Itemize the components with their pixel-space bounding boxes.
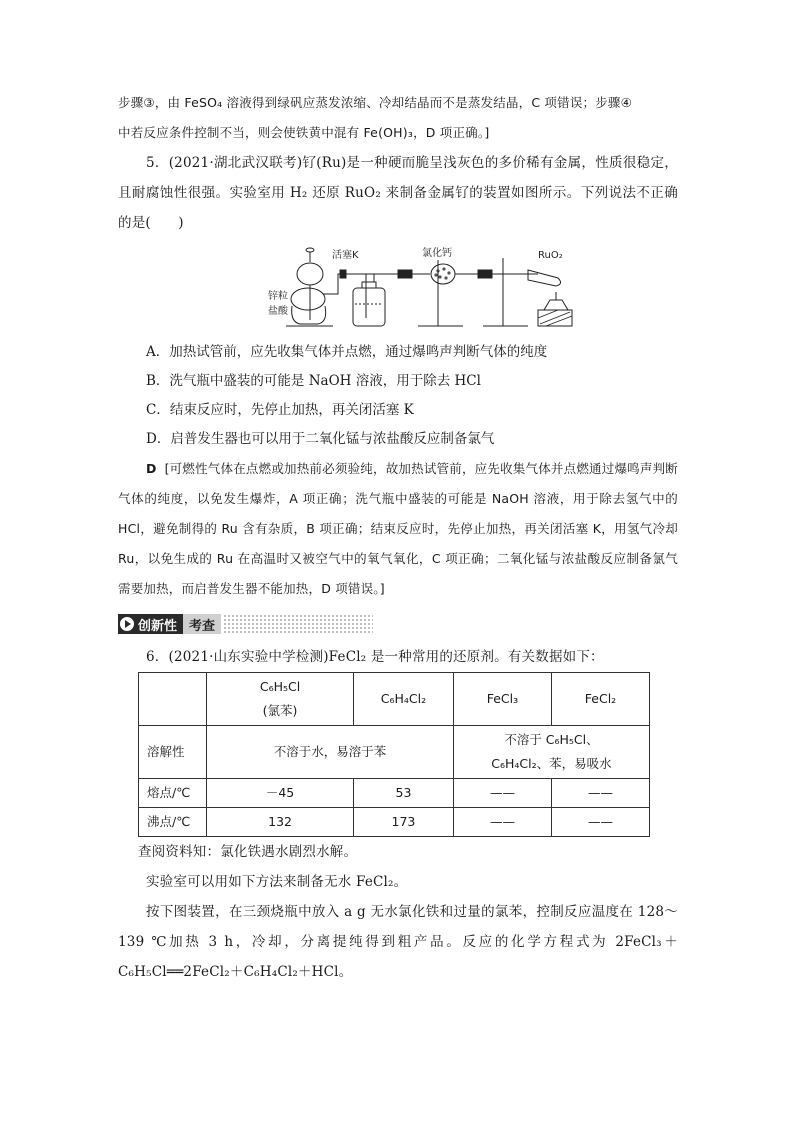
- option-b: B．洗气瓶中盛装的可能是 NaOH 溶液，用于除去 HCl: [146, 373, 481, 389]
- label-ruthenium-oxide: RuO₂: [538, 250, 563, 261]
- option-a: A．加热试管前，应先收集气体并点燃，通过爆鸣声判断气体的纯度: [146, 344, 548, 360]
- header-fecl3: FeCl₃: [453, 673, 551, 726]
- melting-c6h5cl: －45: [207, 779, 354, 808]
- play-icon: [120, 617, 134, 631]
- header-chlorobenzene: C₆H₅Cl (氯苯): [207, 673, 354, 726]
- apparatus-diagram: [118, 244, 678, 334]
- boiling-fecl3: ——: [453, 808, 551, 837]
- melting-fecl3: ——: [453, 779, 551, 808]
- header-dichlorobenzene: C₆H₄Cl₂: [353, 673, 453, 726]
- kipp-bottom-bulb: [292, 306, 326, 324]
- solubility-organic: 不溶于水，易溶于苯: [207, 726, 454, 779]
- note-procedure: 按下图装置，在三颈烧瓶中放入 a g 无水氯化铁和过量的氯苯，控制反应温度在 128～139 ℃加热 3 h，冷却，分离提纯得到粗产品。反应的化学方程式为 2FeCl₃＋C₆H₅Cl══2FeCl₂＋C₆H₄Cl₂＋HCl。: [118, 904, 678, 980]
- banner-left: [118, 614, 183, 634]
- table-row-solubility: [139, 726, 650, 779]
- label-valve: 活塞K: [332, 250, 359, 261]
- kipp-middle-bulb: [291, 288, 325, 310]
- drying-tube-bulb: [431, 264, 455, 284]
- label-acid: 盐酸: [268, 306, 288, 317]
- option-c: C．结束反应时，先停止加热，再关闭活塞 K: [146, 402, 414, 418]
- section-banner: [118, 614, 678, 636]
- note-hydrolysis: 查阅资料知：氯化铁遇水剧烈水解。: [138, 844, 358, 860]
- banner-left-label: 创新性: [138, 618, 178, 634]
- burner: [544, 300, 568, 310]
- table-row: [139, 808, 650, 837]
- answer-label: D: [146, 461, 157, 476]
- kipp-top-bulb: [297, 263, 323, 285]
- boiling-fecl2: ——: [551, 808, 649, 837]
- test-tube: [528, 270, 561, 286]
- wash-bottle: [353, 288, 385, 326]
- banner-dots-decoration: [223, 614, 373, 634]
- intro-line-2: 中若反应条件控制不当，则会使铁黄中混有 Fe(OH)₃，D 项正确。]: [118, 125, 490, 140]
- melting-c6h4cl2: 53: [353, 779, 453, 808]
- explanation-text: [可燃性气体在点燃或加热前必须验纯，故加热试管前，应先收集气体并点燃通过爆鸣声判断气体的纯度，以免发生爆炸，A 项正确；洗气瓶中盛装的可能是 NaOH 溶液，用于除去氢气中的 HCl，避免制得的 Ru 含有杂质，B 项正确；结束反应时，先停止加热，再关闭活塞 K，用氢气冷却 Ru，以免生成的 Ru 在高温时又被空气中的氧气氧化，C 项正确；二氧化锰与浓盐酸反应制备氯气需要加热，而启普发生器不能加热，D 项错误。]: [118, 461, 678, 596]
- rubber-joint-1: [398, 270, 412, 278]
- banner-right-label: 考查: [183, 614, 221, 634]
- header-fecl2: FeCl₂: [551, 673, 649, 726]
- boiling-c6h4cl2: 173: [353, 808, 453, 837]
- solubility-iron: 不溶于 C₆H₅Cl、C₆H₄Cl₂、苯，易吸水: [453, 726, 649, 779]
- intro-line-1: 步骤③，由 FeSO₄ 溶液得到绿矾应蒸发浓缩、冷却结晶而不是蒸发结晶，C 项错误；步骤④: [118, 95, 633, 110]
- table-row: [139, 779, 650, 808]
- option-d: D．启普发生器也可以用于二氧化锰与浓盐酸反应制备氯气: [146, 431, 495, 447]
- label-drying-agent: 氯化钙: [422, 248, 452, 259]
- label-zinc: 锌粒: [268, 291, 288, 302]
- melting-fecl2: ——: [551, 779, 649, 808]
- table-corner: [139, 673, 207, 726]
- table-header-row: [139, 673, 650, 726]
- page-content: [118, 88, 678, 987]
- data-table: [138, 672, 650, 837]
- note-method: 实验室可以用如下方法来制备无水 FeCl₂。: [146, 874, 408, 890]
- question-6-stem: 6．(2021·山东实验中学检测)FeCl₂ 是一种常用的还原剂。有关数据如下：: [146, 649, 604, 665]
- rubber-joint-2: [478, 270, 492, 278]
- boiling-c6h5cl: 132: [207, 808, 354, 837]
- solubility-label: 溶解性: [139, 726, 207, 779]
- boiling-label: 沸点/℃: [139, 808, 207, 837]
- question-5-explanation: [118, 454, 678, 604]
- melting-label: 熔点/℃: [139, 779, 207, 808]
- question-5-stem: 5．(2021·湖北武汉联考)钌(Ru)是一种硬而脆呈浅灰色的多价稀有金属，性质很稳定，且耐腐蚀性很强。实验室用 H₂ 还原 RuO₂ 来制备金属钌的装置如图所示。下列说法不正确的是( ): [118, 155, 678, 231]
- apparatus-figure: [118, 244, 678, 334]
